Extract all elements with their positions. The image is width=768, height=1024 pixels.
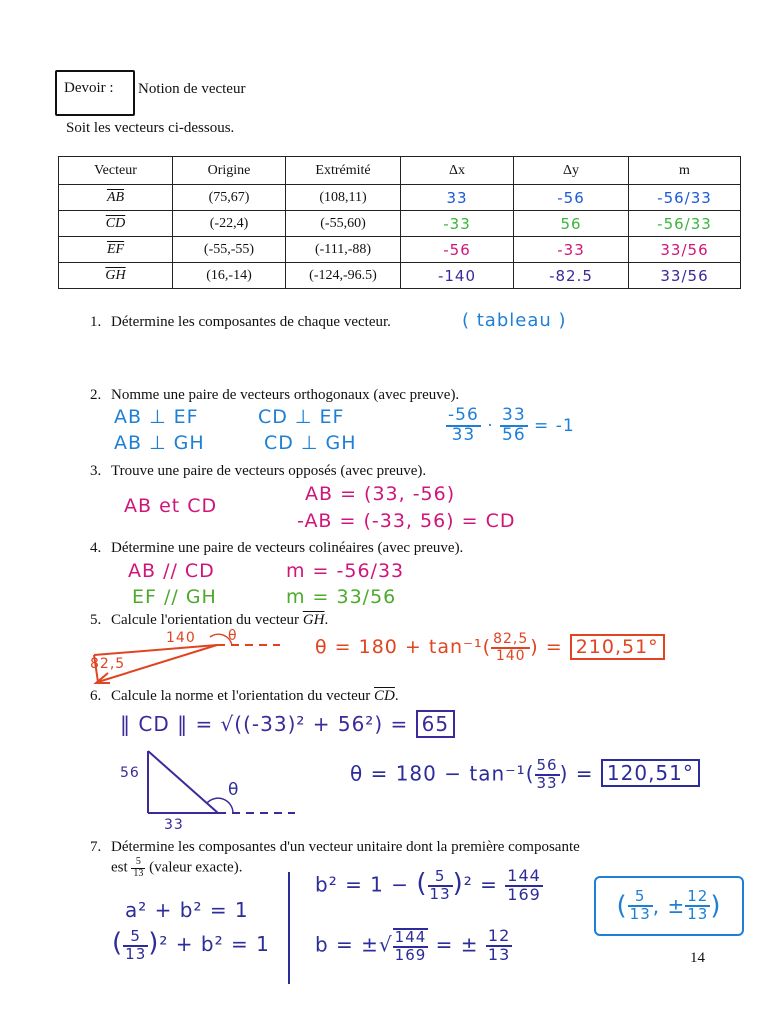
end-cell: (-111,-88) [286, 237, 401, 263]
q2-answer-4: CD ⊥ GH [264, 432, 357, 454]
q7-line-1: a² + b² = 1 [125, 898, 249, 922]
q7-r2-den: 169 [394, 945, 427, 964]
q1-number: 1. [90, 314, 102, 330]
q7-final-num1: 5 [628, 889, 653, 907]
dy-cell: -82.5 [514, 263, 629, 289]
q7-l2-post: ² + b² = 1 [159, 932, 270, 956]
q6-side-label: 56 [120, 765, 140, 781]
q6-vector: $\overline{CD}$ [374, 688, 395, 704]
q5-equation [315, 632, 665, 663]
q7-r1-frac-num: 5 [428, 869, 453, 887]
q1-text: Détermine les composantes de chaque vecteur. [111, 314, 391, 330]
end-cell: (108,11) [286, 185, 401, 211]
q2-f1-den: 33 [451, 424, 476, 445]
col-header-dx: Δx [401, 157, 514, 185]
dy-cell: 56 [514, 211, 629, 237]
vector-name: $\overline{CD}$ [105, 215, 126, 231]
q7-r1-den: 169 [507, 884, 541, 904]
q6-text [111, 688, 399, 705]
q7-divider [288, 872, 290, 984]
q6-norm-result: 65 [416, 710, 455, 738]
q7-final-num2: 12 [687, 887, 709, 906]
m-cell: 33/56 [629, 263, 741, 289]
q7-text-line2 [111, 857, 242, 879]
m-num: 33 [660, 240, 682, 259]
intro-text: Soit les vecteurs ci-dessous. [66, 120, 235, 136]
q6-equation [350, 758, 700, 792]
dy-cell: -56 [514, 185, 629, 211]
q7-frac-num: 5 [131, 857, 145, 869]
m-cell: 33/56 [629, 237, 741, 263]
q4-answer-2: EF // GH [132, 586, 217, 608]
q6-text-main: Calcule la norme et l'orientation du vecteur [111, 688, 371, 704]
q5-vector: $\overline{GH}$ [302, 612, 325, 628]
origin-cell: (-22,4) [173, 211, 286, 237]
q7-final-sep: , ± [652, 894, 686, 918]
q7-r1-pre: b² = 1 − [315, 872, 410, 897]
q5-text-main: Calcule l'orientation du vecteur [111, 612, 300, 628]
q7-r1-frac-den: 13 [429, 884, 451, 903]
q2-answer-1: AB ⊥ EF [114, 406, 199, 428]
q7-text: Détermine les composantes d'un vecteur unitaire dont la première composante [111, 839, 580, 855]
q5-text [111, 612, 328, 629]
table-row [59, 211, 741, 237]
q2-result: = -1 [534, 415, 575, 436]
dy-cell: -33 [514, 237, 629, 263]
q2-number: 2. [90, 387, 102, 403]
dx-cell: -56 [401, 237, 514, 263]
q7-final-open: ( [616, 891, 628, 921]
q6-diagram [140, 745, 300, 825]
col-header-origine: Origine [173, 157, 286, 185]
q3-number: 3. [90, 463, 102, 479]
q3-eq2: -AB = (-33, 56) = CD [297, 510, 516, 532]
q5-eq-end: ) = [530, 636, 563, 659]
m-num: -56 [657, 188, 685, 207]
q5-frac-num: 82,5 [493, 631, 529, 647]
q6-theta-label: θ [228, 780, 240, 800]
q7-text2-pre: est [111, 859, 128, 876]
q2-f2-num: 33 [502, 405, 526, 425]
q5-label-y: 82,5 [90, 656, 126, 672]
q7-number: 7. [90, 839, 102, 855]
dx-cell: -140 [401, 263, 514, 289]
q7-final-den1: 13 [629, 905, 651, 923]
q7-r2-num: 144 [394, 928, 427, 947]
q6-number: 6. [90, 688, 102, 704]
m-num: 33 [660, 266, 682, 285]
q2-f1-num: -56 [448, 405, 479, 425]
m-den: 33 [690, 188, 712, 207]
q3-text: Trouve une paire de vecteurs opposés (avec preuve). [111, 463, 427, 479]
end-cell: (-55,60) [286, 211, 401, 237]
page-number: 14 [690, 950, 705, 966]
q5-end: . [324, 612, 329, 628]
q7-r2-mid: = ± [435, 932, 479, 957]
q7-r2-fden: 13 [487, 944, 511, 964]
q5-label-x: 140 [166, 630, 196, 646]
q7-right-line-2 [315, 928, 512, 964]
vector-name: $\overline{GH}$ [105, 267, 126, 283]
vector-table [58, 156, 741, 289]
q6-end: . [394, 688, 399, 704]
q6-norm-eq: ‖ CD ‖ = √((-33)² + 56²) = [120, 712, 409, 736]
q7-l2-num: 5 [123, 929, 148, 947]
q2-answer-3: AB ⊥ GH [114, 432, 205, 454]
q1-answer: ( tableau ) [462, 310, 567, 331]
q7-final-answer [594, 876, 744, 936]
col-header-m: m [629, 157, 741, 185]
q7-r1-post: ² = [463, 872, 498, 897]
col-header-extremite: Extrémité [286, 157, 401, 185]
table-row [59, 237, 741, 263]
q4-slope-2: m = 33/56 [286, 586, 397, 608]
dx-cell: -33 [401, 211, 514, 237]
q2-f2-den: 56 [502, 424, 526, 445]
q6-eq-start: θ = 180 − tan⁻¹( [350, 761, 535, 786]
q2-answer-2: CD ⊥ EF [258, 406, 345, 428]
table-row [59, 263, 741, 289]
origin-cell: (16,-14) [173, 263, 286, 289]
origin-cell: (-55,-55) [173, 237, 286, 263]
m-den: 33 [690, 214, 712, 233]
q6-eq-end: ) = [559, 761, 594, 786]
vector-name: $\overline{EF}$ [106, 241, 125, 257]
dx-cell: 33 [401, 185, 514, 211]
q5-theta-label: θ [228, 628, 238, 644]
q6-frac-num: 56 [536, 756, 558, 774]
q3-eq1: AB = (33, -56) [305, 483, 456, 505]
origin-cell: (75,67) [173, 185, 286, 211]
q2-proof [446, 407, 575, 445]
table-header-row [59, 157, 741, 185]
page-title: Notion de vecteur [138, 81, 246, 97]
vector-name: $\overline{AB}$ [106, 189, 125, 205]
q3-answer: AB et CD [124, 495, 218, 517]
m-cell: -56/33 [629, 185, 741, 211]
q5-eq-start: θ = 180 + tan⁻¹( [315, 636, 492, 659]
q5-number: 5. [90, 612, 102, 628]
table-row [59, 185, 741, 211]
m-num: -56 [657, 214, 685, 233]
col-header-dy: Δy [514, 157, 629, 185]
q4-slope-1: m = -56/33 [286, 560, 405, 582]
q2-dot: · [487, 415, 494, 436]
q4-number: 4. [90, 540, 102, 556]
q2-text: Nomme une paire de vecteurs orthogonaux (avec preuve). [111, 387, 460, 403]
q7-line-2: ( $\frac{5}{13}$ )² + b² = 1 [112, 926, 270, 963]
q7-final-close: ) [710, 891, 722, 921]
devoir-label: Devoir : [64, 80, 114, 96]
q7-final-den2: 13 [687, 905, 709, 923]
q7-right-line-1: b² = 1 − ( $\frac{5}{13}$ )² = $\frac{144}{169}$ [315, 866, 541, 904]
q6-base-label: 33 [164, 817, 184, 833]
q6-diagram-hyp [148, 751, 218, 813]
q6-result: 120,51° [601, 759, 700, 787]
q7-text2-post: (valeur exacte). [149, 859, 243, 876]
q7-r2-pre: b = ±√ [315, 932, 393, 957]
end-cell: (-124,-96.5) [286, 263, 401, 289]
m-cell: -56/33 [629, 211, 741, 237]
q4-text: Détermine une paire de vecteurs colinéaires (avec preuve). [111, 540, 464, 556]
q5-frac-den: 140 [495, 647, 526, 664]
q7-l2-den: 13 [125, 944, 147, 963]
q6-frac-den: 33 [536, 773, 558, 792]
q7-r1-num: 144 [507, 866, 541, 885]
m-den: 56 [687, 266, 709, 285]
q5-result: 210,51° [570, 634, 665, 660]
q7-frac-den: 13 [133, 867, 144, 879]
m-den: 56 [687, 240, 709, 259]
col-header-vecteur: Vecteur [59, 157, 173, 185]
q7-r2-fnum: 12 [487, 926, 511, 945]
q4-answer-1: AB // CD [128, 560, 215, 582]
q6-norm [120, 712, 455, 736]
